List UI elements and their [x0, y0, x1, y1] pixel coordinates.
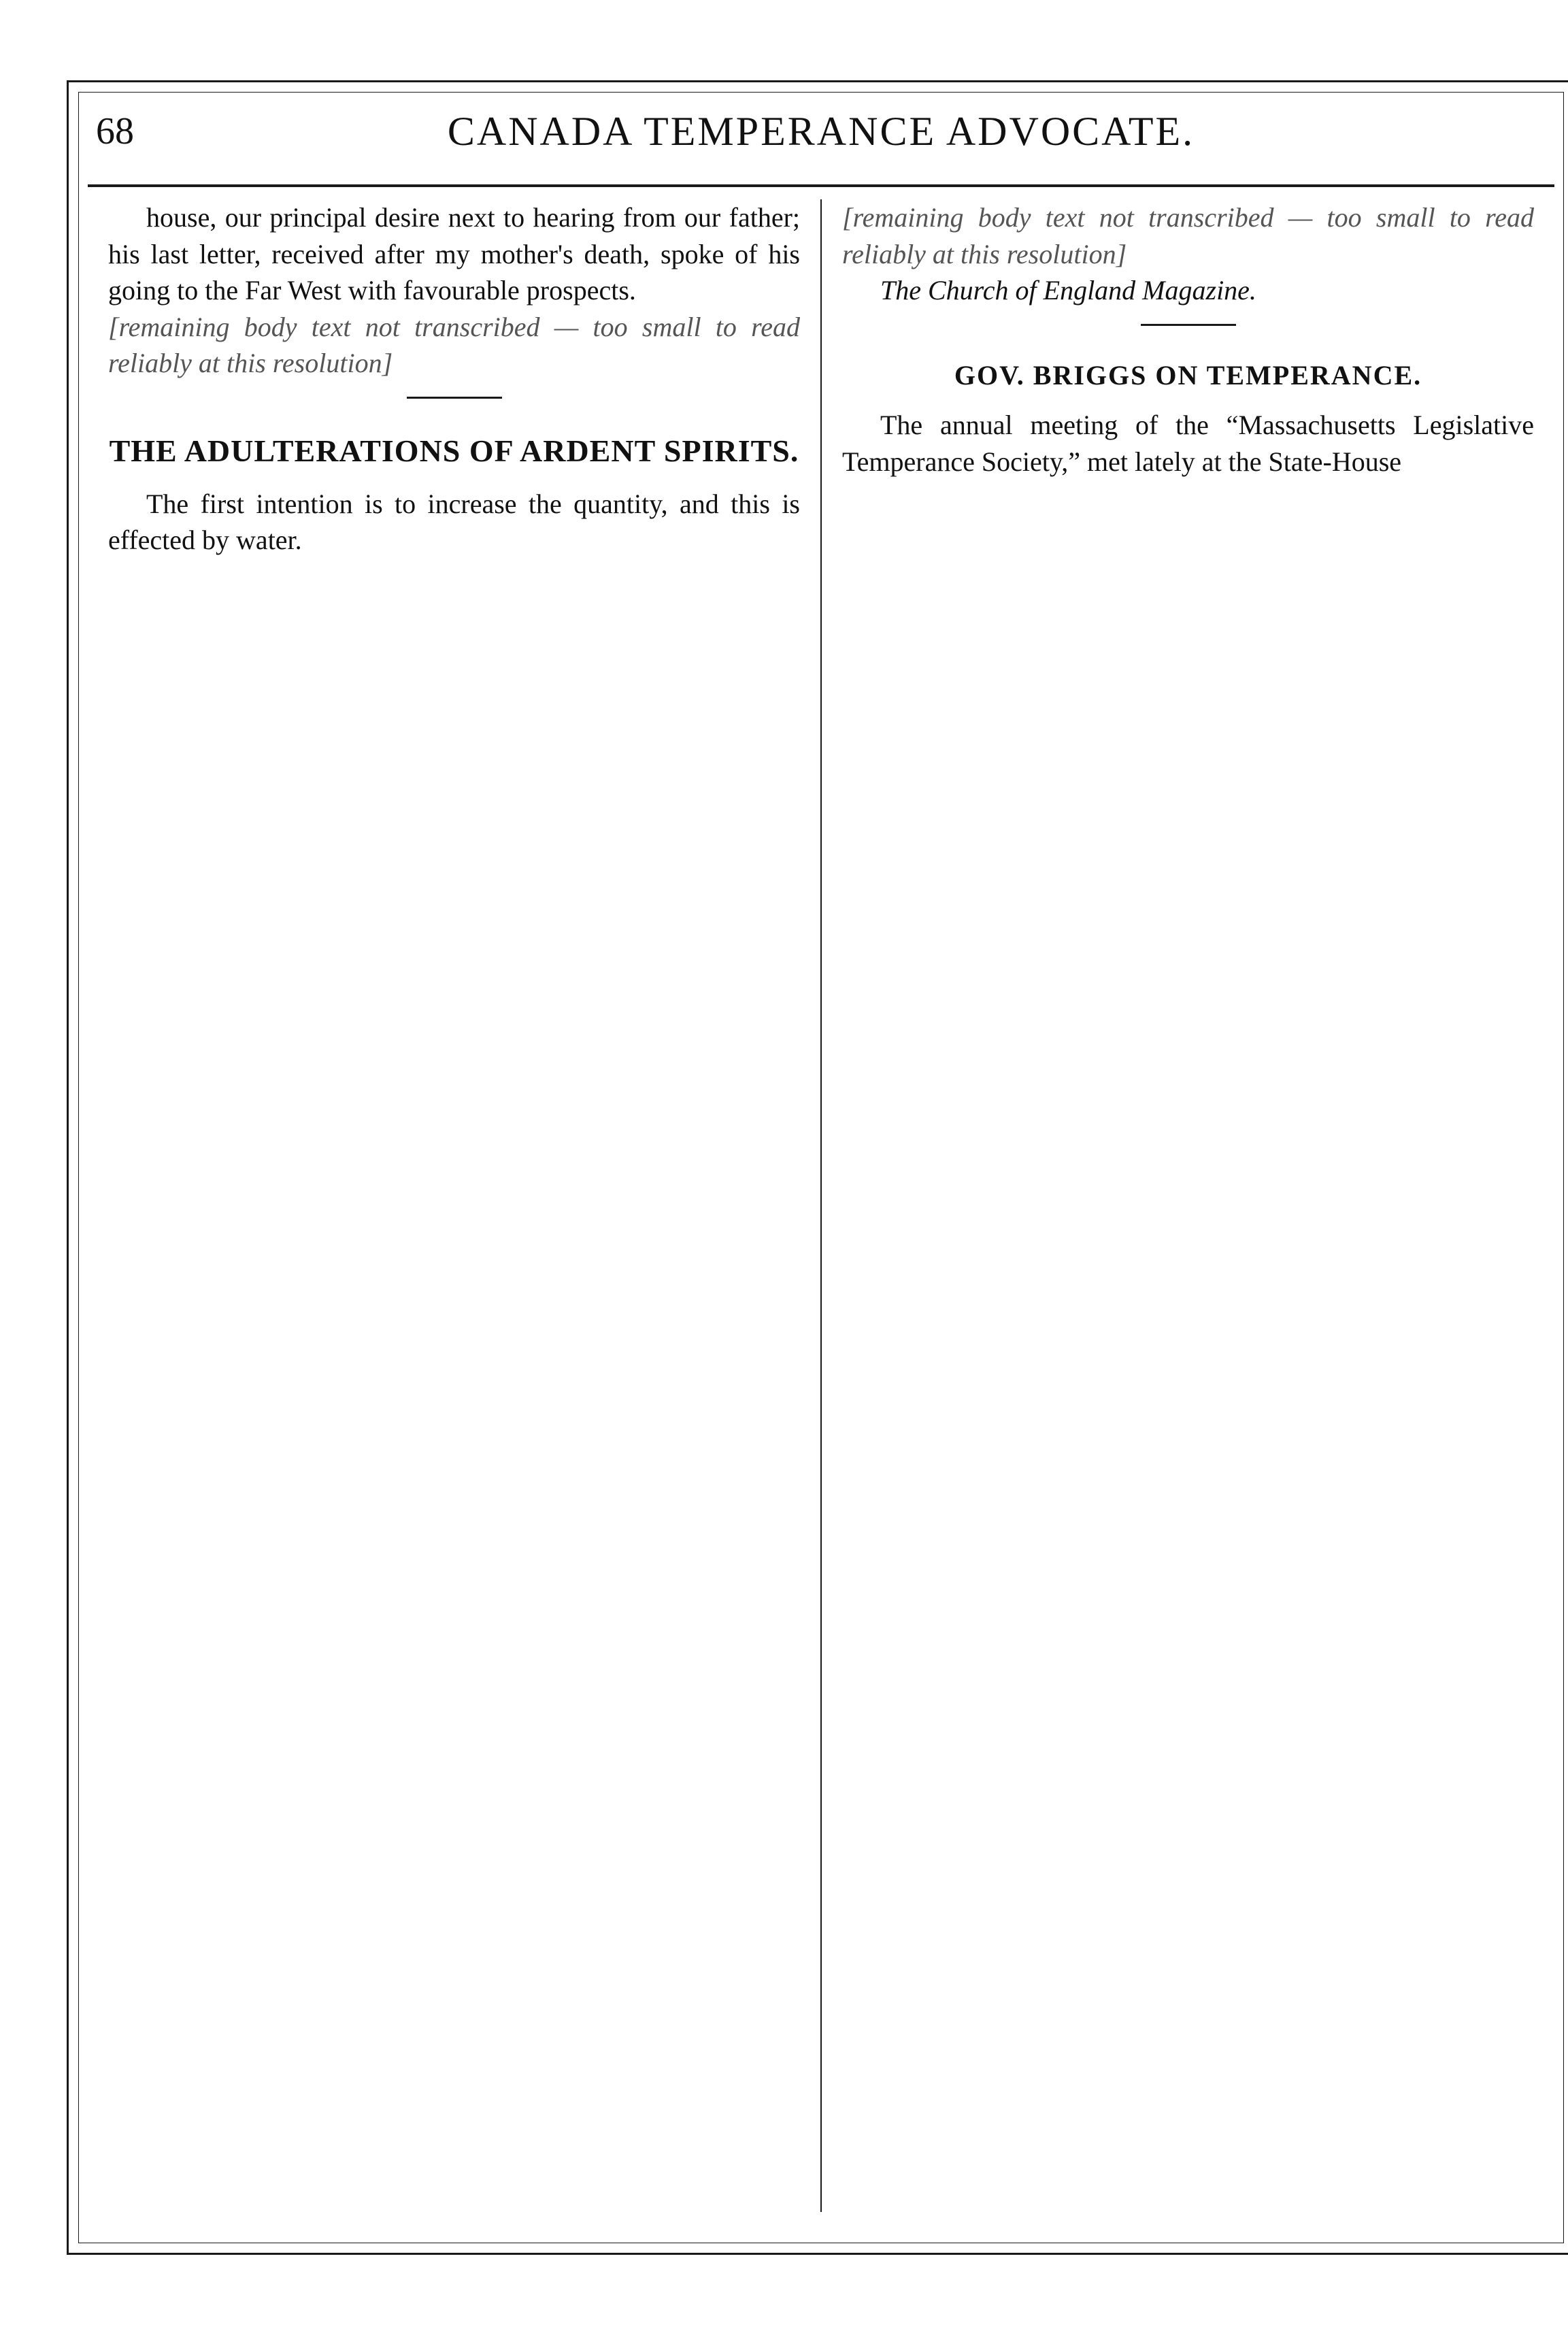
masthead-title: CANADA TEMPERANCE ADVOCATE. [447, 109, 1195, 154]
paragraph: house, our principal desire next to hearing from our father; his last letter, received after my mother's death, spoke of his going to the Far West with favourable prospects. [108, 202, 800, 306]
page-frame [67, 80, 1568, 2255]
left-column [88, 199, 820, 2212]
paragraph: The first intention is to increase the quantity, and this is effected by water. [108, 488, 800, 556]
omitted-text-note: [remaining body text not transcribed — too small to read reliably at this resolution] [842, 202, 1534, 269]
section-title: GOV. BRIGGS ON TEMPERANCE. [954, 359, 1422, 391]
section-divider [1141, 324, 1236, 326]
right-column [820, 199, 1554, 2212]
header-rule [88, 184, 1554, 187]
omitted-text-note: [remaining body text not transcribed — too small to read reliably at this resolution] [108, 311, 800, 379]
section-divider [407, 397, 502, 399]
source-credit: The Church of England Magazine. [880, 275, 1256, 306]
page-number: 68 [96, 110, 134, 152]
section-title: THE ADULTERATIONS OF ARDENT SPIRITS. [109, 433, 799, 468]
article-columns [88, 199, 1554, 2212]
paragraph: The annual meeting of the “Massachusetts Legislative Temperance Society,” met lately at the State-House [842, 410, 1534, 477]
page-header [88, 95, 1554, 176]
